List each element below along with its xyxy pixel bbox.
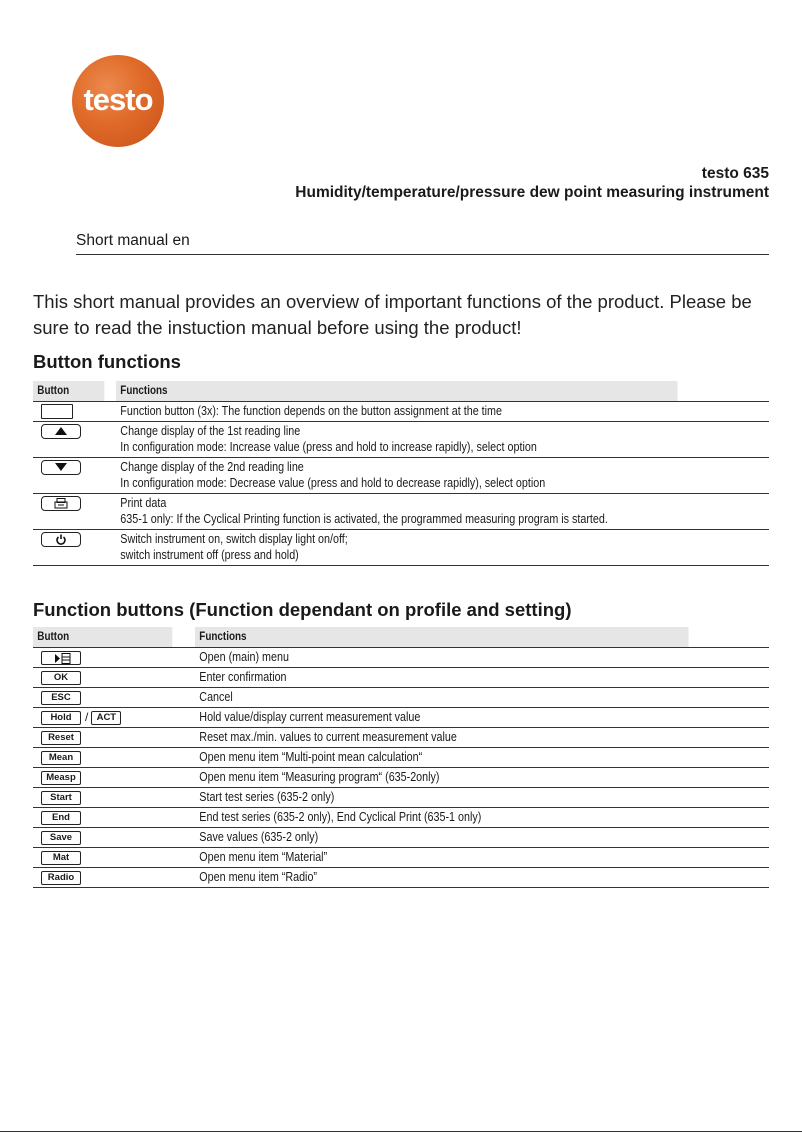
col-functions: Functions (195, 627, 689, 648)
function-buttons-table (33, 627, 769, 888)
table-row (33, 458, 769, 494)
row-text: Hold value/display current measurement value (195, 708, 689, 728)
row-text: Print data (120, 496, 167, 511)
logo-text: testo (83, 82, 153, 117)
arrow-up-icon (41, 424, 81, 439)
mean-key: Mean (41, 751, 81, 765)
table-row (33, 402, 769, 422)
row-text: Enter confirmation (195, 668, 689, 688)
table-row (33, 422, 769, 458)
save-key: Save (41, 831, 81, 845)
row-text: In configuration mode: Decrease value (press and hold to decrease rapidly), select option (120, 476, 546, 491)
table-row (33, 868, 769, 888)
table-row (33, 668, 769, 688)
esc-key: ESC (41, 691, 81, 705)
act-key: ACT (91, 711, 121, 725)
col-button: Button (33, 627, 172, 648)
table-row (33, 808, 769, 828)
row-text: 635-1 only: If the Cyclical Printing function is activated, the programmed measuring program is started. (120, 512, 608, 527)
function-buttons-heading: Function buttons (Function dependant on profile and setting) (33, 599, 572, 620)
col-functions: Functions (116, 381, 678, 402)
table-row (33, 530, 769, 566)
button-functions-heading: Button functions (33, 351, 181, 372)
table-row (33, 708, 769, 728)
product-title (295, 164, 769, 202)
product-description: Humidity/temperature/pressure dew point measuring instrument (295, 184, 769, 201)
table-row (33, 768, 769, 788)
row-text: Open (main) menu (195, 648, 689, 668)
document-subtitle: Short manual en (76, 232, 769, 255)
table-row (33, 748, 769, 768)
col-button: Button (33, 381, 104, 402)
table-row (33, 688, 769, 708)
table-row (33, 828, 769, 848)
row-text: Open menu item “Measuring program“ (635-2only) (195, 768, 689, 788)
radio-key: Radio (41, 871, 81, 885)
row-text: Cancel (195, 688, 689, 708)
row-text: Change display of the 2nd reading line (120, 460, 304, 475)
row-text: Change display of the 1st reading line (120, 424, 301, 439)
end-key: End (41, 811, 81, 825)
table-row (33, 728, 769, 748)
button-functions-table (33, 381, 769, 566)
table-header-row (33, 381, 769, 402)
reset-key: Reset (41, 731, 81, 745)
start-key: Start (41, 791, 81, 805)
arrow-down-icon (41, 460, 81, 475)
row-text: Switch instrument on, switch display light on/off; (120, 532, 348, 547)
mat-key: Mat (41, 851, 81, 865)
hold-key: Hold (41, 711, 81, 725)
row-text: switch instrument off (press and hold) (120, 548, 299, 563)
row-text: Function button (3x): The function depends on the button assignment at the time (120, 404, 502, 418)
testo-logo (72, 55, 164, 147)
row-text: End test series (635-2 only), End Cyclical Print (635-1 only) (195, 808, 689, 828)
row-text: Save values (635-2 only) (195, 828, 689, 848)
table-row (33, 648, 769, 668)
printer-icon (41, 496, 81, 511)
menu-icon (41, 651, 81, 665)
table-row (33, 848, 769, 868)
measp-key: Measp (41, 771, 81, 785)
row-text: In configuration mode: Increase value (press and hold to increase rapidly), select option (120, 440, 537, 455)
table-row (33, 494, 769, 530)
table-row (33, 788, 769, 808)
blank-key-icon (41, 404, 73, 419)
product-model: testo 635 (701, 165, 769, 182)
row-text: Open menu item “Multi-point mean calculation“ (195, 748, 689, 768)
row-text: Reset max./min. values to current measurement value (195, 728, 689, 748)
key-separator: / (85, 710, 89, 724)
page-bottom-rule (0, 1131, 802, 1132)
row-text: Open menu item “Radio” (195, 868, 689, 888)
intro-paragraph: This short manual provides an overview of important functions of the product. Please be sure to read the instuction manual before using the product! (33, 291, 752, 338)
ok-key: OK (41, 671, 81, 685)
row-text: Open menu item “Material” (195, 848, 689, 868)
row-text: Start test series (635-2 only) (195, 788, 689, 808)
table-header-row (33, 627, 769, 648)
power-icon (41, 532, 81, 547)
